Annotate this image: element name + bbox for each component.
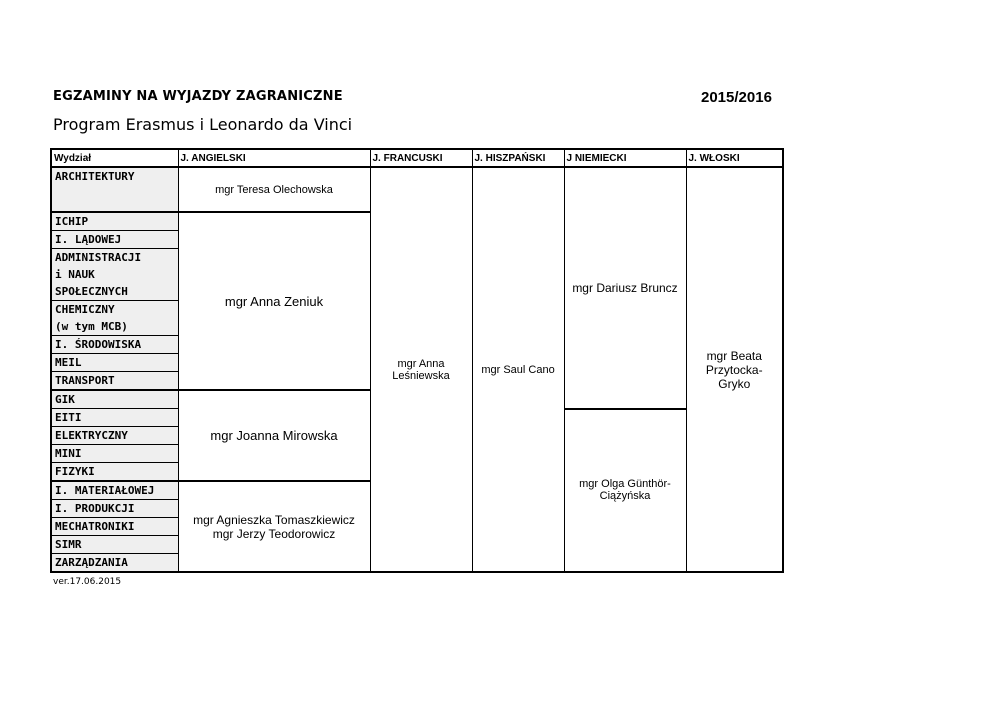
faculty-cell: I. MATERIAŁOWEJ	[51, 481, 178, 500]
english-teacher-line: mgr Jerzy Teodorowicz	[212, 526, 336, 541]
faculty-cell: MECHATRONIKI	[51, 518, 178, 536]
faculty-cell: FIZYKI	[51, 463, 178, 482]
column-header: J. HISZPAŃSKI	[472, 149, 564, 167]
english-teacher-cell: mgr Joanna Mirowska	[178, 390, 370, 481]
italian-teacher-line: Gryko	[718, 376, 751, 391]
faculty-cell: SIMR	[51, 536, 178, 554]
italian-teacher-line: Przytocka-	[705, 362, 763, 377]
column-header: J. ANGIELSKI	[178, 149, 370, 167]
faculty-cell: MEIL	[51, 354, 178, 372]
faculty-cell: CHEMICZNY	[51, 301, 178, 319]
spanish-teacher-cell: mgr Saul Cano	[472, 167, 564, 572]
column-header: J. WŁOSKI	[686, 149, 783, 167]
faculty-cell: i NAUK	[51, 266, 178, 283]
faculty-cell: ELEKTRYCZNY	[51, 427, 178, 445]
italian-teacher-line: mgr Beata	[706, 348, 762, 363]
faculty-cell: EITI	[51, 409, 178, 427]
faculty-cell: ARCHITEKTURY	[51, 167, 178, 212]
faculty-cell: ADMINISTRACJI	[51, 249, 178, 267]
german-teacher-line: mgr Olga Günthör-	[579, 478, 671, 491]
german-teacher-line: Ciążyńska	[599, 490, 651, 503]
faculty-cell: I. PRODUKCJI	[51, 500, 178, 518]
column-header: Wydział	[51, 149, 178, 167]
faculty-cell: MINI	[51, 445, 178, 463]
faculty-cell: (w tym MCB)	[51, 318, 178, 336]
english-teacher-cell: mgr Anna Zeniuk	[178, 212, 370, 390]
faculty-cell: ZARZĄDZANIA	[51, 554, 178, 573]
table-row	[51, 167, 783, 212]
faculty-cell: ICHIP	[51, 212, 178, 231]
faculty-cell: GIK	[51, 390, 178, 409]
french-teacher-line: Leśniewska	[392, 369, 450, 382]
program-subtitle: Program Erasmus i Leonardo da Vinci	[53, 115, 353, 134]
document-title: EGZAMINY NA WYJAZDY ZAGRANICZNE	[53, 89, 343, 104]
column-header: J. FRANCUSKI	[370, 149, 472, 167]
header-row	[51, 149, 783, 167]
english-teacher-cell: mgr Teresa Olechowska	[178, 167, 370, 212]
french-teacher-line: mgr Anna	[397, 357, 445, 370]
version-note: ver.17.06.2015	[53, 577, 122, 587]
faculty-cell: I. LĄDOWEJ	[51, 231, 178, 249]
faculty-cell: I. ŚRODOWISKA	[51, 336, 178, 354]
english-teacher-line: mgr Agnieszka Tomaszkiewicz	[193, 512, 355, 527]
faculty-cell: SPOŁECZNYCH	[51, 283, 178, 301]
english-teacher-cell	[178, 481, 370, 572]
german-teacher-cell	[564, 409, 686, 573]
german-teacher-cell: mgr Dariusz Bruncz	[564, 167, 686, 409]
french-teacher-cell	[370, 167, 472, 572]
italian-teacher-cell	[686, 167, 783, 572]
exam-schedule-table	[50, 148, 784, 573]
academic-year: 2015/2016	[701, 89, 772, 106]
faculty-cell: TRANSPORT	[51, 372, 178, 391]
column-header: J NIEMIECKI	[564, 149, 686, 167]
